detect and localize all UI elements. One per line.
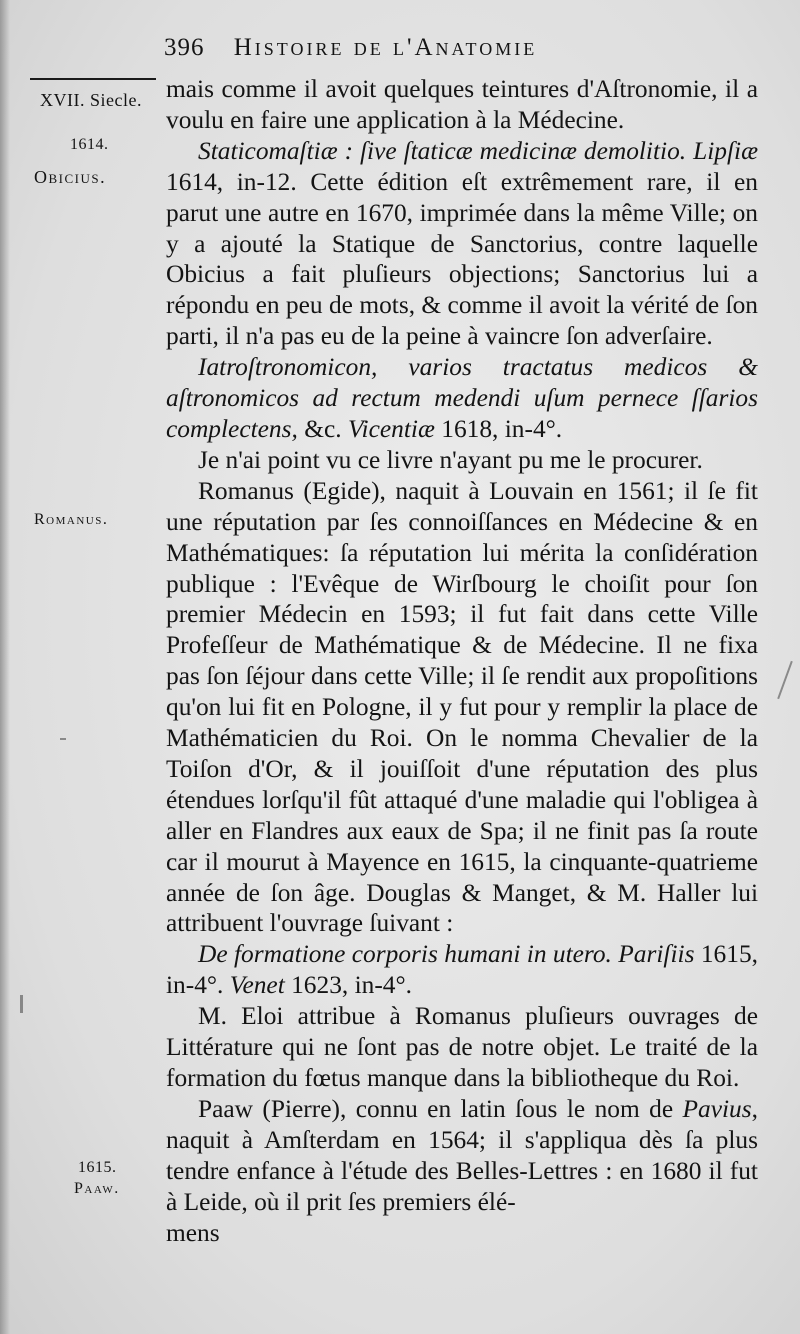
paragraph-obicius-work: [166, 136, 758, 352]
print-blemish: [60, 738, 66, 740]
margin-note-romanus: Romanus.: [34, 511, 109, 528]
edition-1618: 1618, in-4°.: [441, 414, 563, 443]
margin-note-paaw: Paaw.: [74, 1180, 120, 1197]
catchword: mens: [166, 1218, 220, 1247]
paragraph-iatrostronomicon: [166, 352, 758, 445]
work-title-de-formatione: De formatione corporis humani in utero. Pariſiis: [198, 940, 695, 969]
margin-note-year-1614: 1614.: [70, 136, 109, 153]
name-pavius: Pavius: [682, 1094, 752, 1123]
edition-1615: 1615, in-4°.: [166, 940, 758, 1000]
work-description: 1614, in-12. Cette édition eſt extrêmement rare, il en parut une autre en 1670, imprimée dans la même Ville; on y a ajouté la Statique de Sanctorius, contre laquelle Obicius a fait pluſieurs objections; Sanctorius lui a répondu en peu de mots, & comme il avoit la vérité de ſon parti, il n'a pas eu de la peine à vaincre ſon adverſaire.: [166, 167, 758, 351]
paragraph-de-formatione: [166, 939, 758, 1001]
place-venet: Venet: [229, 971, 285, 1000]
work-title-staticomastiae: Staticomaſtiæ : ſive ſtaticæ medicinæ demolitio. Lipſiæ: [198, 136, 758, 165]
margin-note-obicius: Obicius.: [34, 167, 107, 187]
paragraph-romanus: Romanus (Egide), naquit à Louvain en 1561; il ſe fit une réputation par ſes connoiſſances en Médecine & en Mathématiques: ſa réputation lui mérita la conſidération publique : l'Evêque de Wirſbourg le choiſit pour ſon premier Médecin en 1593; il fut fait dans cette Ville Profeſſeur de Mathématique & de Médecine. Il ne fixa pas ſon ſéjour dans cette Ville; il ſe rendit aux propoſitions qu'on lui fit en Pologne, il y fut pour y remplir la place de Mathématicien du Roi. On le nomma Chevalier de la Toiſon d'Or, & il jouiſſoit d'une réputation des plus étendues lorſqu'il fût attaqué d'une maladie qui l'obligea à aller en Flandres aux eaux de Spa; il ne finit pas ſa route car il mourut à Mayence en 1615, la cinquante-quatrieme année de ſon âge. Douglas & Manget, & M. Haller lui attribuent l'ouvrage ſuivant :: [166, 476, 758, 938]
page-body-text: [166, 74, 758, 1248]
paragraph-intro: mais comme il avoit quelques teintures d'Aſtronomie, il a voulu en faire une application à la Médecine.: [166, 75, 758, 134]
header-rule: [30, 78, 156, 80]
edition-1623: 1623, in-4°.: [291, 971, 412, 1000]
paragraph-eloi: M. Eloi attribue à Romanus pluſieurs ouvrages de Littérature qui ne ſont pas de notre objet. Le traité de la formation du fœtus manque dans la bibliotheque du Roi.: [166, 1002, 758, 1092]
print-blemish: [777, 661, 793, 699]
print-blemish: [20, 995, 23, 1013]
page-spine-shadow: [0, 0, 10, 1334]
etc-text: &c.: [304, 414, 342, 443]
page-number: 396: [164, 34, 205, 61]
paragraph-note: Je n'ai point vu ce livre n'ayant pu me le procurer.: [198, 445, 703, 474]
paaw-intro: Paaw (Pierre), connu en latin ſous le nom de: [198, 1094, 674, 1123]
margin-note-year-1615: 1615.: [78, 1159, 117, 1176]
running-title: Histoire de l'Anatomie: [233, 34, 538, 61]
work-title-iatrostronomicon: Iatroſtronomicon, varios tractatus medicos & aſtronomicos ad rectum medendi uſum pernece ſſarios complectens,: [166, 353, 758, 443]
place-vicentiae: Vicentiæ: [347, 414, 435, 443]
running-header: [164, 34, 537, 62]
paaw-rest: , naquit à Amſterdam en 1564; il s'appliqua dès ſa plus tendre enfance à l'étude des Belles-Lettres : en 1680 il fut à Leide, où il prit ſes premiers élé-: [166, 1094, 758, 1216]
margin-note-century: XVII. Siecle.: [40, 90, 142, 110]
paragraph-paaw: [166, 1094, 758, 1218]
